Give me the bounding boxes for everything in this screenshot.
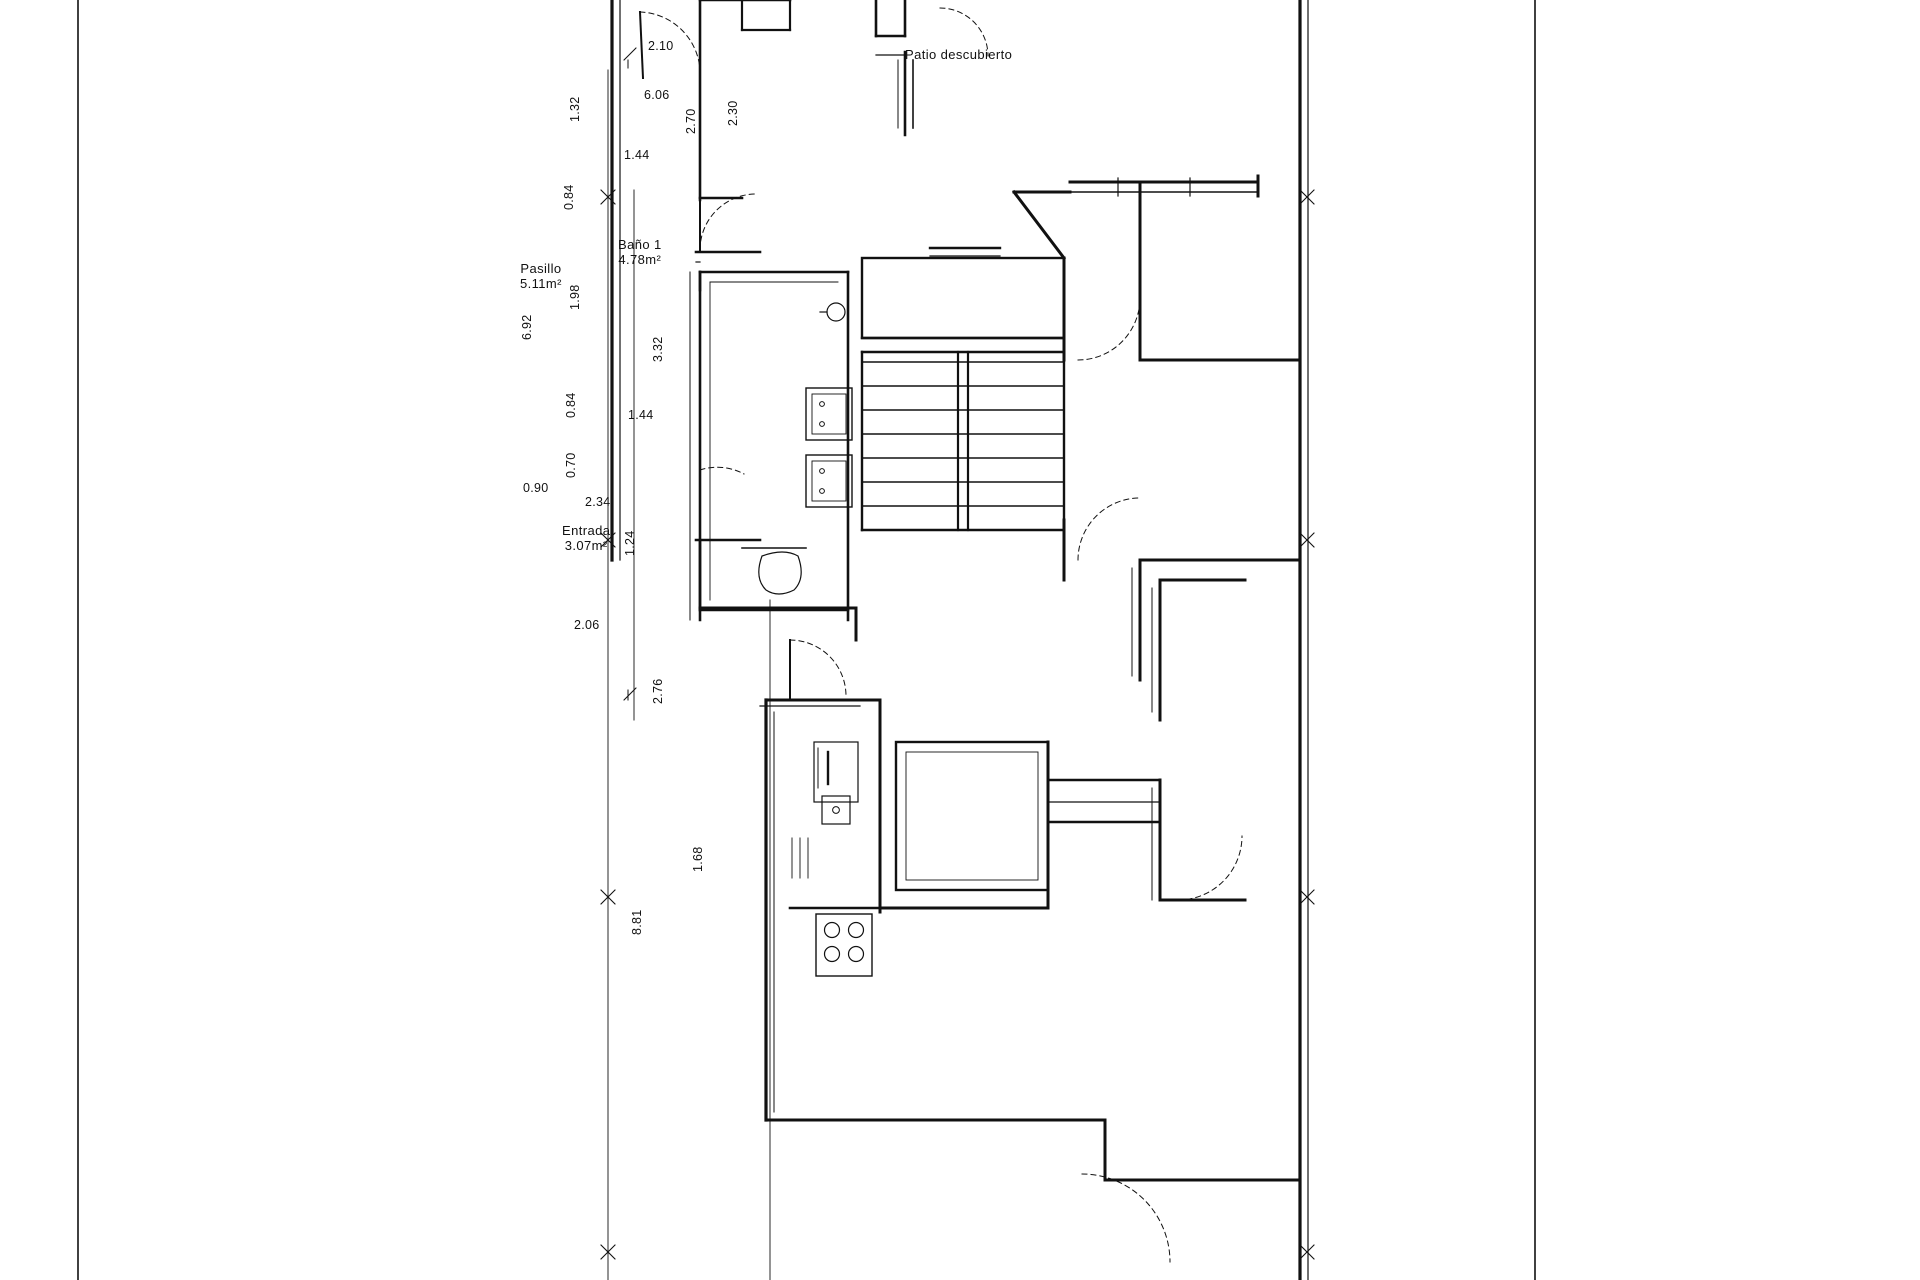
dimension-6-06: 6.06 [644, 88, 670, 102]
dimension-2-06: 2.06 [574, 618, 600, 632]
room-label-entrada [562, 524, 610, 554]
dimension-2-34: 2.34 [585, 495, 611, 509]
room-area-pasillo: 5.11m² [520, 275, 562, 291]
dimension-1-68: 1.68 [691, 846, 705, 872]
dimension-0-70: 0.70 [564, 452, 578, 478]
dimension-1-44-top: 1.44 [624, 148, 650, 162]
dimension-0-84-bottom: 0.84 [564, 392, 578, 418]
room-label-bano1 [618, 238, 662, 268]
dimension-1-24: 1.24 [623, 530, 637, 556]
dimension-3-32: 3.32 [651, 336, 665, 362]
dimension-0-84-top: 0.84 [562, 184, 576, 210]
room-label-patio [905, 48, 1012, 63]
dimension-6-92: 6.92 [520, 314, 534, 340]
room-label-pasillo [520, 262, 562, 292]
room-name-bano1: Baño 1 [618, 237, 662, 252]
room-name-entrada: Entrada [562, 523, 611, 538]
dimension-8-81: 8.81 [630, 909, 644, 935]
dimension-1-44-mid: 1.44 [628, 408, 654, 422]
dimension-2-30: 2.30 [726, 100, 740, 126]
room-area-bano1: 4.78m² [618, 251, 662, 267]
dimension-2-10: 2.10 [648, 39, 674, 53]
dimension-2-70: 2.70 [684, 108, 698, 134]
room-name-patio: Patio descubierto [905, 47, 1013, 62]
dimension-1-32: 1.32 [568, 96, 582, 122]
dimension-2-76: 2.76 [651, 678, 665, 704]
dimension-1-98: 1.98 [568, 284, 582, 310]
room-area-entrada: 3.07m² [564, 537, 608, 553]
room-name-pasillo: Pasillo [520, 261, 562, 276]
dimension-0-90: 0.90 [523, 481, 549, 495]
